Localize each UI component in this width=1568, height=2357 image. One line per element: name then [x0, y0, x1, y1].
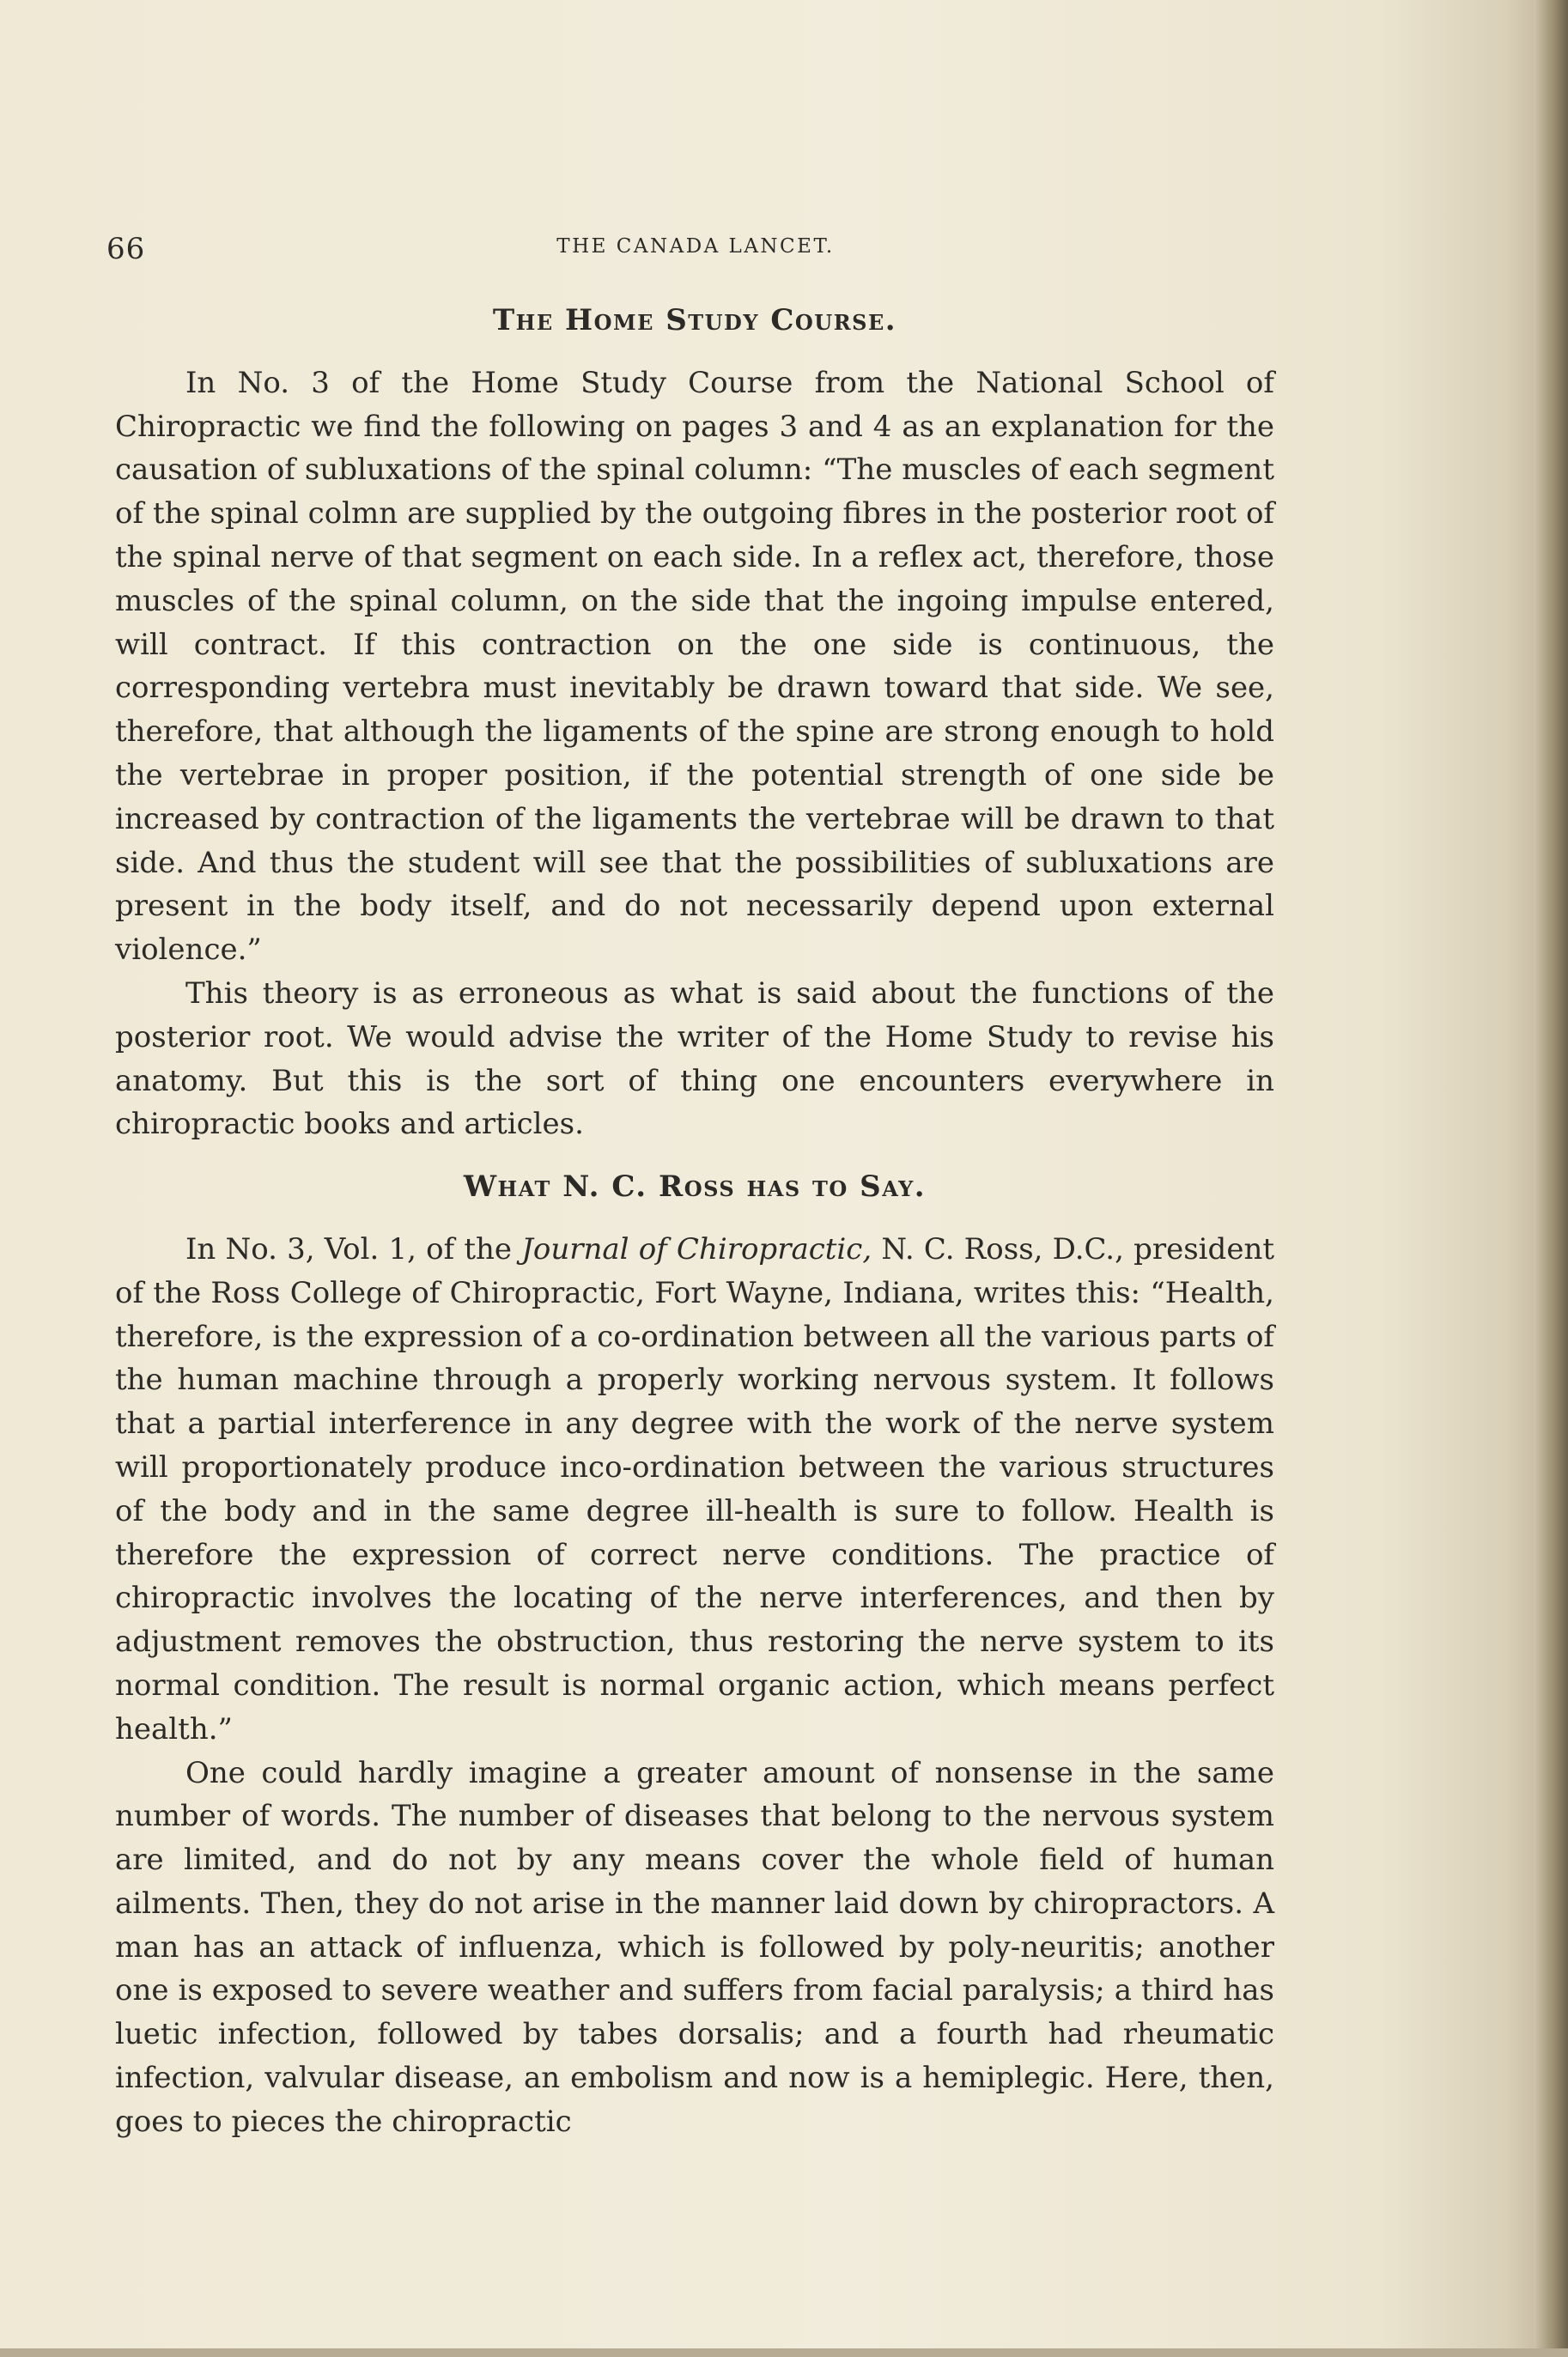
- article-body: [115, 299, 1274, 2144]
- page-header: [106, 232, 1285, 266]
- paragraph: One could hardly imagine a greater amount of nonsense in the same number of words. The number of diseases that belong to the nervous system are limited, and do not by any means cover the whole field of human ailments. Then, they do not arise in the manner laid down by chiropractors. A man has an attack of influenza, which is followed by poly-neuritis; another one is exposed to severe weather and suffers from facial paralysis; a third has luetic infection, followed by tabes dorsalis; and a fourth had rheumatic infection, valvular disease, an embolism and now is a hemiplegic. Here, then, goes to pieces the chiropractic: [115, 1755, 1274, 2139]
- paragraph: This theory is as erroneous as what is said about the functions of the posterior root. We would advise the writer of the Home Study to revise his anatomy. But this is the sort of thing one encounters everywhere in chiropractic books and articles.: [115, 975, 1274, 1142]
- paragraph: In No. 3 of the Home Study Course from the National School of Chiropractic we find the following on pages 3 and 4 as an explanation for the causation of subluxations of the spinal column: “The muscles of each segment of the spinal colmn are supplied by the outgoing fibres in the posterior root of the spinal nerve of that segment on each side. In a reflex act, therefore, those muscles of the spinal column, on the side that the ingoing impulse entered, will contract. If this contraction on the one side is continuous, the corresponding vertebra must inevitably be drawn toward that side. We see, therefore, that although the ligaments of the spine are strong enough to hold the vertebrae in proper position, if the potential strength of one side be increased by contraction of the ligaments the vertebrae will be drawn to that side. And thus the student will see that the possibilities of subluxations are present in the body itself, and do not necessarily depend upon external violence.”: [115, 365, 1274, 968]
- journal-title: Journal of Chiropractic,: [521, 1231, 872, 1267]
- page-bottom-edge: [0, 2348, 1568, 2357]
- page-binding-shadow: [1534, 0, 1568, 2357]
- page-number: 66: [106, 232, 146, 266]
- paragraph-text: In No. 3, Vol. 1, of the: [185, 1231, 522, 1267]
- paragraph: [115, 1228, 1274, 1752]
- section-heading-ross: What N. C. Ross has to Say.: [463, 1169, 927, 1205]
- paragraph-text: N. C. Ross, D.C., president of the Ross College of Chiropractic, Fort Wayne, Indiana, writes this: “Health, therefore, is the expression of a co-ordination between all the various parts of the human machine through a properly working nervous system. It follows that a partial interference in any degree with the work of the nerve system will proportionately produce inco-ordination between the various structures of the body and in the same degree ill-health is sure to follow. Health is therefore the expression of correct nerve conditions. The practice of chiropractic involves the locating of the nerve interferences, and then by adjustment removes the obstruction, thus restoring the nerve system to its normal condition. The result is normal organic action, which means perfect health.”: [115, 1231, 1274, 1746]
- section-heading-home-study: The Home Study Course.: [492, 303, 897, 337]
- running-title: THE CANADA LANCET.: [556, 235, 835, 258]
